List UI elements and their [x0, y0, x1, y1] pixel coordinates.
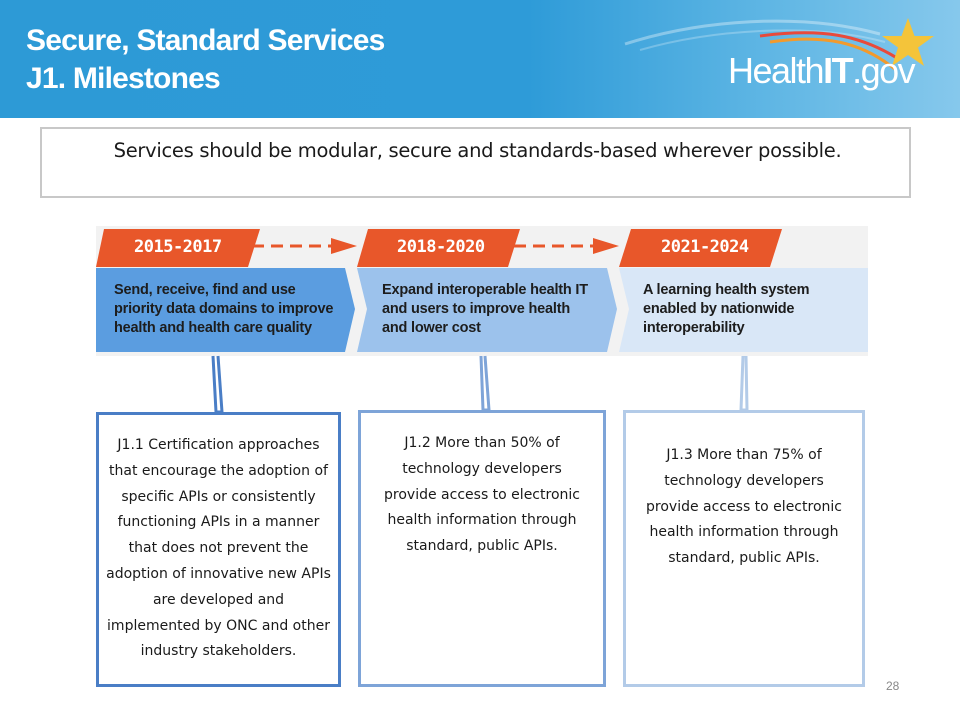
logo-suffix: .gov: [852, 50, 915, 91]
band-goal-3-line: A learning health system: [643, 282, 810, 298]
page-number: 28: [886, 679, 900, 693]
logo-prefix: Health: [728, 50, 824, 91]
period-label-1: 2015-2017: [134, 237, 222, 257]
title-line-2: J1. Milestones: [26, 62, 220, 95]
band-goal-1-line: Send, receive, find and use: [114, 282, 296, 298]
milestone-text: J1.1 Certification approaches that encourage the adoption of specific APIs or consistently functioning APIs in a manner that does not prevent the adoption of innovative new APIs are developed and implemented by ONC and other industry stakeholders.: [106, 437, 331, 660]
milestone-box-j1-3: [623, 410, 865, 687]
band-goal-2-line: and lower cost: [382, 320, 481, 336]
logo-bold: IT: [823, 50, 853, 91]
connector-1: [213, 356, 222, 412]
band-goal-2-line: and users to improve health: [382, 301, 570, 317]
band-goal-3-line: enabled by nationwide: [643, 301, 795, 317]
band-goal-1: [114, 281, 333, 338]
period-label-2: 2018-2020: [397, 237, 485, 257]
band-goal-1-line: health and health care quality: [114, 320, 312, 336]
band-goal-3-line: interoperability: [643, 320, 745, 336]
milestone-box-j1-2: [358, 410, 606, 687]
milestone-box-j1-1: [96, 412, 341, 687]
principle-text: Services should be modular, secure and standards-based wherever possible.: [113, 139, 842, 162]
milestone-text: J1.2 More than 50% of technology developers provide access to electronic health information through standard, public APIs.: [384, 435, 580, 555]
connector-2: [481, 356, 489, 410]
band-goal-2: [382, 281, 588, 338]
band-goal-2-line: Expand interoperable health IT: [382, 282, 588, 298]
connector-3: [741, 356, 747, 410]
title-line-1: Secure, Standard Services: [26, 24, 385, 57]
period-label-3: 2021-2024: [661, 237, 749, 257]
band-goal-1-line: priority data domains to improve: [114, 301, 334, 317]
milestone-text: J1.3 More than 75% of technology developers provide access to electronic health information through standard, public APIs.: [646, 447, 842, 567]
band-goal-3: [643, 281, 809, 338]
